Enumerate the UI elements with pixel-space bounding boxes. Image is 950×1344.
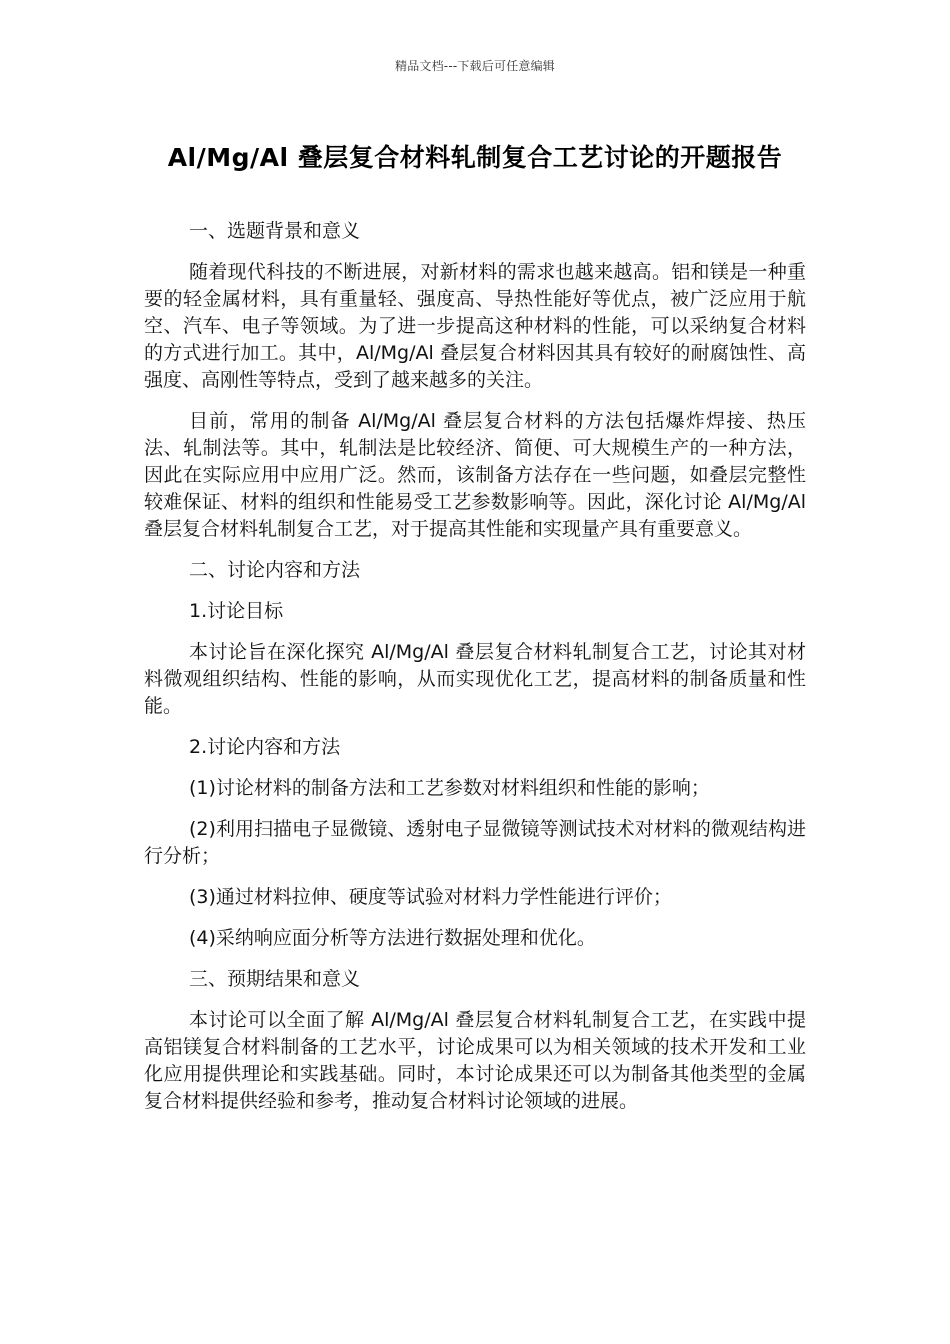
subheading-objectives: 1.讨论目标 [189, 600, 284, 622]
section-heading-content-methods: 二、讨论内容和方法 [189, 559, 361, 581]
list-item-method-3: (3)通过材料拉伸、硬度等试验对材料力学性能进行评价； [189, 886, 672, 908]
paragraph-expected-results: 本讨论可以全面了解 Al/Mg/Al 叠层复合材料轧制复合工艺，在实践中提高铝镁复合材料制备的工艺水平，讨论成果可以为相关领域的技术开发和工业化应用提供理论和实践基础。同时，本讨论成果还可以为制备其他类型的金属复合材料提供经验和参考，推动复合材料讨论领域的进展。 [144, 1009, 806, 1112]
paragraph-background-2: 目前，常用的制备 Al/Mg/Al 叠层复合材料的方法包括爆炸焊接、热压法、轧制法等。其中，轧制法是比较经济、简便、可大规模生产的一种方法，因此在实际应用中应用广泛。然而，该制备方法存在一些问题，如叠层完整性较难保证、材料的组织和性能易受工艺参数影响等。因此，深化讨论 Al/Mg/Al 叠层复合材料轧制复合工艺，对于提高其性能和实现量产具有重要意义。 [144, 410, 806, 540]
document-body [144, 218, 806, 1129]
paragraph-objectives: 本讨论旨在深化探究 Al/Mg/Al 叠层复合材料轧制复合工艺，讨论其对材料微观组织结构、性能的影响，从而实现优化工艺，提高材料的制备质量和性能。 [144, 641, 806, 717]
section-heading-expected-results: 三、预期结果和意义 [189, 968, 361, 990]
paragraph-background-1: 随着现代科技的不断进展，对新材料的需求也越来越高。铝和镁是一种重要的轻金属材料，具有重量轻、强度高、导热性能好等优点，被广泛应用于航空、汽车、电子等领域。为了进一步提高这种材料的性能，可以采纳复合材料的方式进行加工。其中，Al/Mg/Al 叠层复合材料因其具有较好的耐腐蚀性、高强度、高刚性等特点，受到了越来越多的关注。 [144, 261, 806, 391]
subheading-content-methods: 2.讨论内容和方法 [189, 736, 341, 758]
list-item-method-1: (1)讨论材料的制备方法和工艺参数对材料组织和性能的影响； [189, 777, 710, 799]
document-title: Al/Mg/Al 叠层复合材料轧制复合工艺讨论的开题报告 [167, 143, 783, 172]
list-item-method-2: (2)利用扫描电子显微镜、透射电子显微镜等测试技术对材料的微观结构进行分析； [144, 818, 806, 867]
section-heading-background: 一、选题背景和意义 [189, 220, 361, 242]
page-header-watermark: 精品文档---下载后可任意编辑 [395, 59, 555, 73]
list-item-method-4: (4)采纳响应面分析等方法进行数据处理和优化。 [189, 927, 596, 949]
